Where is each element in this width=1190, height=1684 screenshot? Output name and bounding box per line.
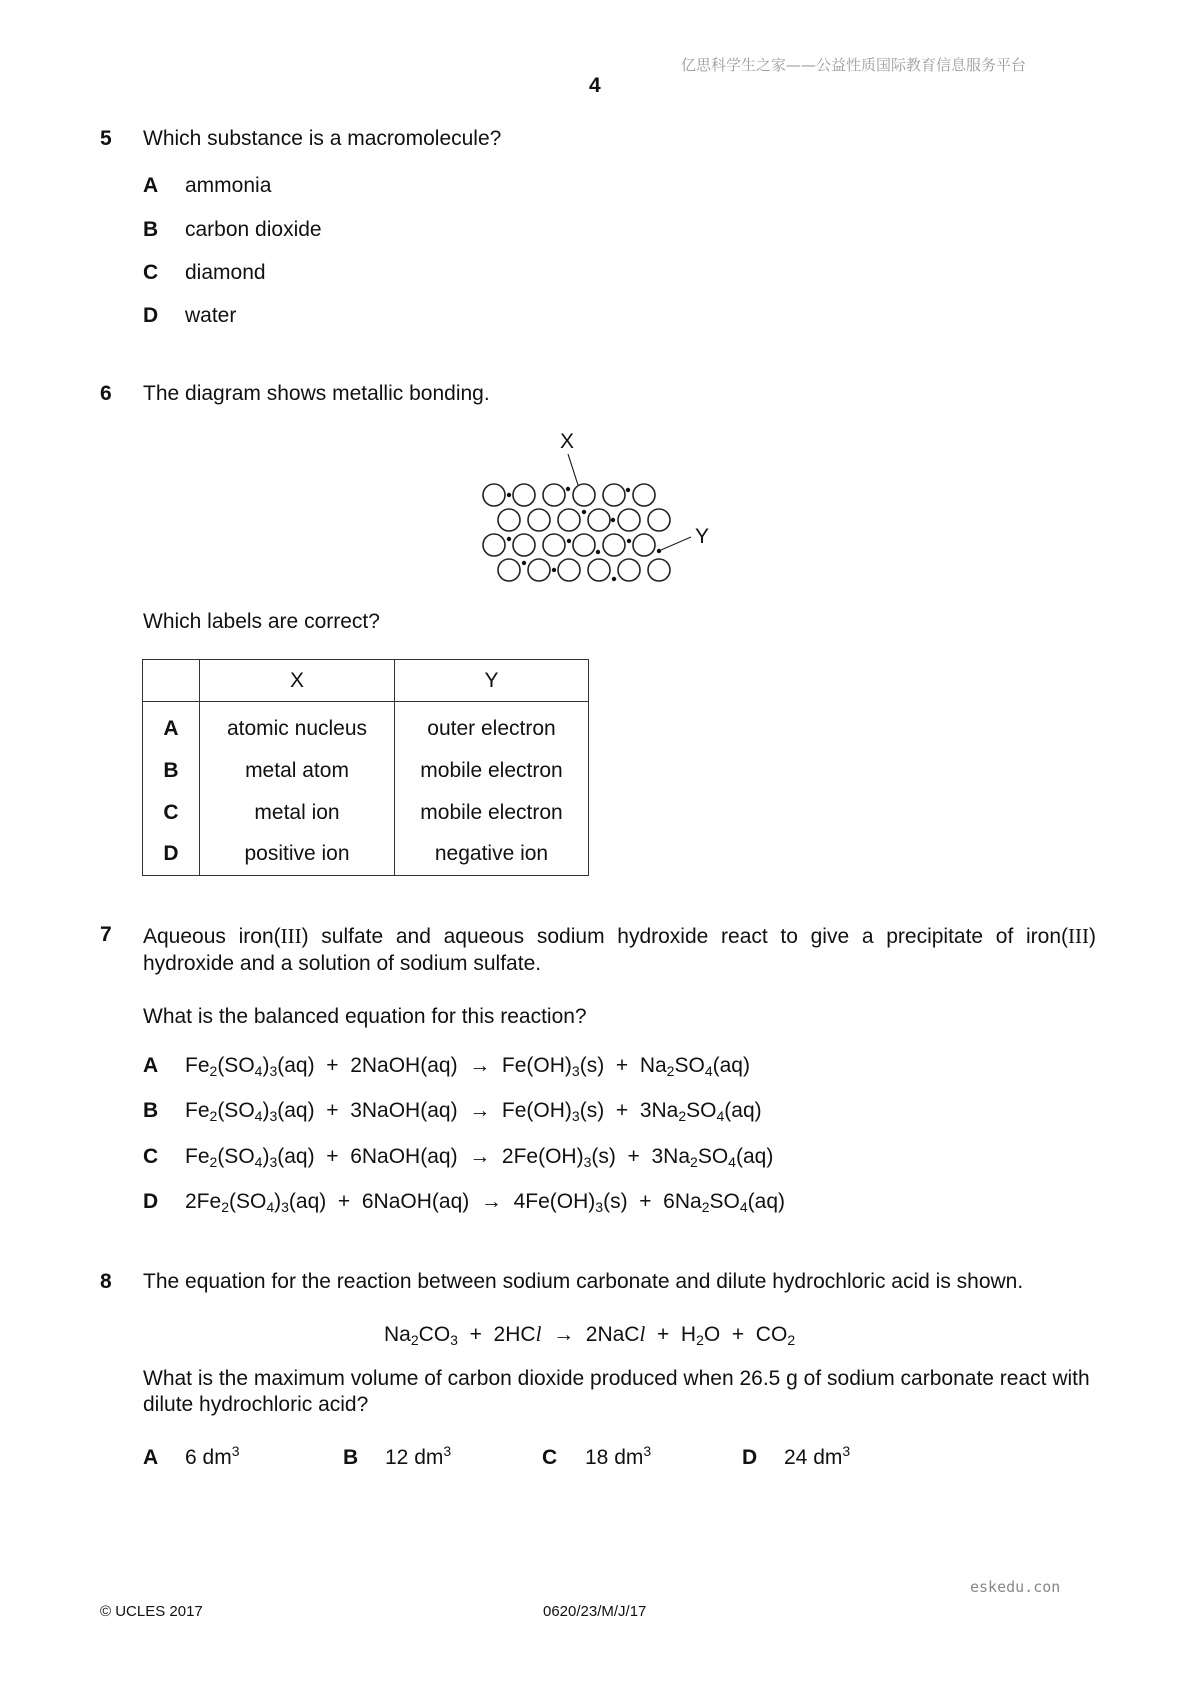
row-y: mobile electron <box>395 792 589 834</box>
eq-term: Fe <box>185 1099 210 1122</box>
q8-option-c-value[interactable]: 18 $dm^3$ <box>585 1443 652 1469</box>
eq-term: Fe <box>185 1145 210 1168</box>
volume-value: 24 dm <box>784 1446 843 1469</box>
labels-table <box>142 659 589 876</box>
q7-option-b-equation[interactable]: $Fe_2(SO_4)_3(aq)$ + 3NaOH(aq) → $Fe(OH)_3(s) + 3Na_2SO_4(aq)$ <box>185 1099 762 1124</box>
q5-option-c-letter[interactable]: C <box>143 261 159 284</box>
q7-option-a-letter[interactable]: A <box>143 1054 159 1077</box>
question-7-text: What is the balanced equation for this reaction? <box>143 1005 587 1028</box>
q7-option-d-letter[interactable]: D <box>143 1190 159 1213</box>
header-cell-blank <box>143 660 200 702</box>
row-x: atomic nucleus <box>200 702 395 750</box>
eq-term: Fe <box>185 1054 210 1077</box>
watermark-text: 亿思科学生之家——公益性质国际教育信息服务平台 <box>681 56 1027 74</box>
row-letter[interactable]: C <box>143 792 200 834</box>
table-row[interactable] <box>143 834 589 876</box>
row-letter[interactable]: A <box>143 702 200 750</box>
row-y: mobile electron <box>395 750 589 792</box>
footer-site: eskedu.con <box>970 1578 1061 1596</box>
label-y: Y <box>695 525 710 548</box>
metallic-bonding-diagram <box>470 428 730 588</box>
q8-option-a-value[interactable]: 6 $dm^3$ <box>185 1443 240 1469</box>
q7-option-c-letter[interactable]: C <box>143 1145 159 1168</box>
table-row[interactable] <box>143 750 589 792</box>
table-row[interactable] <box>143 702 589 750</box>
eq-term: 6Na <box>663 1190 702 1213</box>
table-header-row <box>143 660 589 702</box>
q7-text-part3: ) hydroxide and a solution of sodium sulfate. <box>143 925 1097 975</box>
header-cell-y: Y <box>395 660 589 702</box>
question-7-number: 7 <box>100 923 112 946</box>
eq-term: Fe(OH) <box>501 1099 572 1122</box>
q7-option-b-letter[interactable]: B <box>143 1099 159 1122</box>
question-8-number: 8 <box>100 1270 112 1293</box>
question-6-number: 6 <box>100 382 112 405</box>
eq-term: 3NaOH(aq) <box>350 1099 458 1122</box>
eq-term: 2Fe <box>185 1190 222 1213</box>
row-y: outer electron <box>395 702 589 750</box>
volume-value: 6 dm <box>185 1446 232 1469</box>
q8-option-b-value[interactable]: 12 $dm^3$ <box>385 1443 452 1469</box>
page-number: 4 <box>589 74 601 97</box>
q8-option-d-value[interactable]: 24 $dm^3$ <box>784 1443 851 1469</box>
question-7-intro <box>143 923 1096 977</box>
eq-term: 6NaOH(aq) <box>350 1145 458 1168</box>
question-8-intro: The equation for the reaction between sodium carbonate and dilute hydrochloric acid is shown. <box>143 1270 1024 1293</box>
label-x: X <box>560 430 575 453</box>
q5-option-d-text[interactable]: water <box>185 304 237 327</box>
eq-term: 2Fe(OH) <box>501 1145 584 1168</box>
roman-numeral: III <box>280 924 302 948</box>
q5-option-a-text[interactable]: ammonia <box>185 174 272 197</box>
label-y-pointer <box>661 537 691 550</box>
eq-term: 3Na <box>651 1145 691 1168</box>
question-6-text: Which labels are correct? <box>143 610 380 633</box>
question-6-intro: The diagram shows metallic bonding. <box>143 382 490 405</box>
row-y: negative ion <box>395 834 589 876</box>
q7-option-d-equation[interactable]: $2Fe_2(SO_4)_3(aq)$ + 6NaOH(aq) → $4Fe(OH)_3(s) + 6Na_2SO_4(aq)$ <box>185 1190 785 1215</box>
q8-equation: $Na_2CO_3 + 2HCl$ → 2NaCl + $H_2O + CO_2$ <box>384 1322 796 1348</box>
q5-option-a-letter[interactable]: A <box>143 174 159 197</box>
row-letter[interactable]: D <box>143 834 200 876</box>
eq-term: 6NaOH(aq) <box>361 1190 470 1213</box>
row-x: metal atom <box>200 750 395 792</box>
q5-option-c-text[interactable]: diamond <box>185 261 266 284</box>
footer-copyright: © UCLES 2017 <box>100 1603 203 1620</box>
label-x-pointer <box>568 454 578 485</box>
eq-term: 2NaOH(aq) <box>350 1054 458 1077</box>
q8-option-b-letter[interactable]: B <box>343 1446 359 1469</box>
header-cell-x: X <box>200 660 395 702</box>
question-5-number: 5 <box>100 127 112 150</box>
q7-text-part2: ) sulfate and aqueous sodium hydroxide react to give a precipitate of iron( <box>301 925 1069 948</box>
q8-option-a-letter[interactable]: A <box>143 1446 159 1469</box>
eq-term: 3Na <box>639 1099 679 1122</box>
q8-option-c-letter[interactable]: C <box>542 1446 558 1469</box>
row-letter[interactable]: B <box>143 750 200 792</box>
eq-term: Fe(OH) <box>501 1054 572 1077</box>
q8-option-d-letter[interactable]: D <box>742 1446 758 1469</box>
volume-value: 18 dm <box>585 1446 644 1469</box>
row-x: positive ion <box>200 834 395 876</box>
q5-option-b-letter[interactable]: B <box>143 218 159 241</box>
q5-option-b-text[interactable]: carbon dioxide <box>185 218 322 241</box>
question-8-text: What is the maximum volume of carbon dioxide produced when 26.5 g of sodium carbonate react with dilute hydrochloric acid? <box>143 1367 1090 1416</box>
table-row[interactable] <box>143 792 589 834</box>
footer-code: 0620/23/M/J/17 <box>543 1603 647 1620</box>
q7-text-part1: Aqueous iron( <box>143 925 281 948</box>
ion-lattice <box>483 484 670 581</box>
volume-value: 12 dm <box>385 1446 444 1469</box>
q5-option-d-letter[interactable]: D <box>143 304 159 327</box>
question-5-text: Which substance is a macromolecule? <box>143 127 502 150</box>
row-x: metal ion <box>200 792 395 834</box>
eq-term: 4Fe(OH) <box>513 1190 596 1213</box>
eq-term: Na <box>639 1054 667 1077</box>
roman-numeral: III <box>1068 924 1090 948</box>
q7-option-c-equation[interactable]: $Fe_2(SO_4)_3(aq)$ + 6NaOH(aq) → $2Fe(OH)_3(s) + 3Na_2SO_4(aq)$ <box>185 1145 774 1170</box>
q7-option-a-equation[interactable]: $Fe_2(SO_4)_3(aq)$ + 2NaOH(aq) → $Fe(OH)_3(s) + Na_2SO_4(aq)$ <box>185 1054 750 1079</box>
